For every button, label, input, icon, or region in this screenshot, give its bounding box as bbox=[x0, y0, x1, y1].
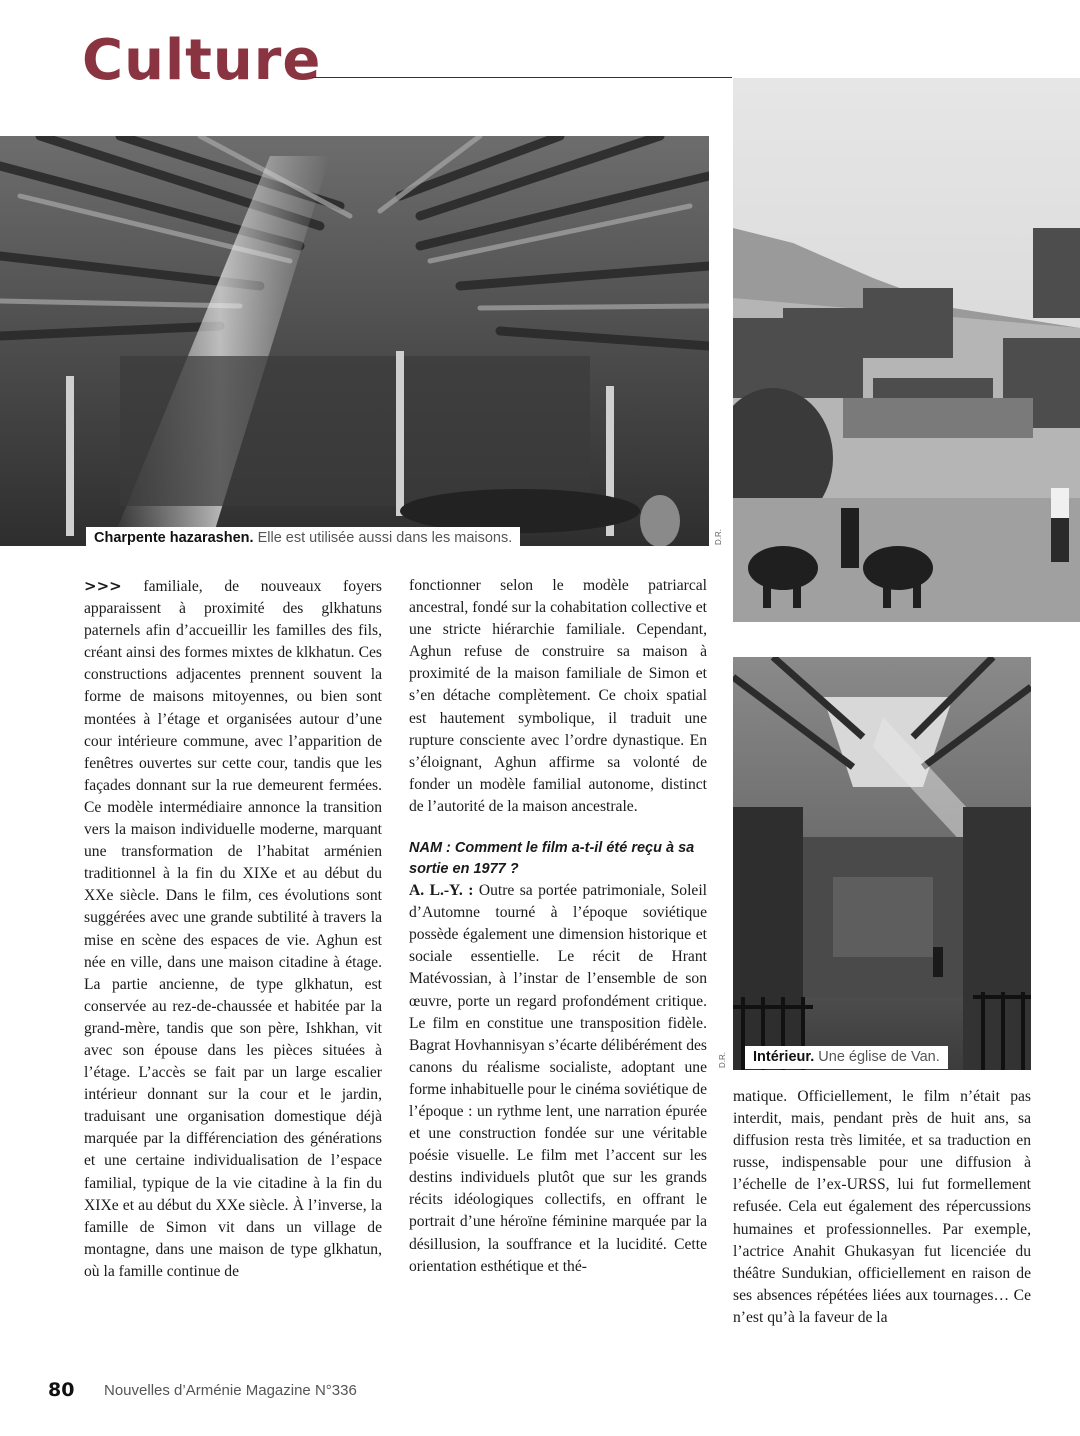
article-text-col2: Outre sa portée patrimoniale, Soleil d’Automne tourné à l’époque soviétique possède également une dimension historique et sociale essentielle. Le récit de Hrant Matévossian, à l’instar de l’ensemble de son œuvre, porte un regard profondément critique. Le film en constitue une transposition fidèle. Bagrat Hovhannisyan s’écarte délibérément des canons du réalisme socialiste, adoptant une forme inhabituelle pour le cinéma soviétique de l’époque : un rythme lent, une narration épurée et une construction fondée sur une véritable poésie visuelle. Le film met l’accent sur les destins individuels plutôt que sur les grands récits idéologiques collectifs, en offrant le portrait d’une héroïne féminine marquée par la désillusion, la souffrance et la lucidité. Cette orientation esthétique et thé- bbox=[409, 882, 707, 1275]
title-rule bbox=[312, 77, 732, 78]
page-number: 80 bbox=[48, 1379, 75, 1401]
interview-speaker: A. L.-Y. : bbox=[409, 882, 474, 900]
magazine-name: Nouvelles d’Arménie Magazine N°336 bbox=[104, 1382, 357, 1399]
church-interior-photo bbox=[733, 657, 1031, 1070]
article-paragraph bbox=[409, 880, 707, 1278]
continuation-marker: >>> bbox=[84, 577, 122, 595]
article-column-2 bbox=[409, 575, 707, 1278]
article-paragraph bbox=[84, 575, 382, 1283]
top-photo-caption bbox=[86, 527, 520, 550]
article-paragraph: matique. Officiellement, le film n’était pas interdit, mais, pendant près de huit ans, sa diffusion resta très limitée, et sa traduction en russe, indispensable pour une diffusion à l’échelle de l’ex-URSS, lui fut formellement refusée. Cela eut également des répercussions humaines et professionnelles. Par exemple, l’actrice Anahit Ghukasyan fut licenciée du théâtre Sundukian, officiellement en raison de ses absences répétées liées aux tournages… Ce n’est qu’à la faveur de la bbox=[733, 1088, 1031, 1326]
article-paragraph: fonctionner selon le modèle patriarcal ancestral, fondé sur la cohabitation collective et une stricte hiérarchie familiale. Cependant, Aghun refuse de construire sa maison à proximité de la maison familiale de Simon et s’en détache complètement. Ce choix spatial est hautement symbolique, il traduit une rupture consciente avec l’ordre dynastique. En s’éloignant, Aghun affirme sa volonté de fonder un modèle familial autonome, distinct de l’autorité de la maison ancestrale. bbox=[409, 577, 707, 815]
top-photo-caption-text: Elle est utilisée aussi dans les maisons. bbox=[257, 530, 513, 546]
article-text-col1: familiale, de nouveaux foyers apparaissent à proximité des glkhatuns paternels afin d’accueillir les familles des fils, créant ainsi des formes mixtes de klkhatun. Ces constructions adjacentes prennent souvent la forme de maisons mitoyennes, ou bien sont montées à l’étage et organisées autour d’une cour intérieure commune, avec l’apparition de fenêtres ouvertes sur cette cour, tandis que les façades donnant sur la rue demeurent fermées. Ce modèle intermédiaire annonce la transition vers la maison individuelle moderne, marquant une transformation de l’habitat arménien traditionnel à la fin du XIXe et au début du XXe siècle. Dans le film, ces évolutions sont suggérées avec une grande subtilité à travers la mise en scène des espaces de vie. Aghun est née en ville, dans une maison citadine à étage. La partie ancienne, de type glkhatun, est conservée au rez-de-chaussée et habitée par la grand-mère, tandis que son père, Ishkhan, vit avec son épouse dans les pièces situées à l’étage. L’accès se fait par un large escalier intérieur donnant sur la cour et le jardin, traduisant une organisation domestique déjà marquée par la différenciation des générations et une certaine individualisation de l’espace familial, typique de la vie citadine à la fin du XIXe et au début du XXe siècle. À l’inverse, la famille de Simon vit dans un village de montagne, dans une maison de type glkhatun, où la famille continue de bbox=[84, 578, 382, 1280]
church-photo-credit: D.R. bbox=[718, 1052, 727, 1068]
church-photo-caption bbox=[745, 1046, 948, 1069]
roof-structure-photo bbox=[0, 136, 709, 546]
village-photo bbox=[733, 78, 1080, 622]
article-column-3 bbox=[733, 1086, 1031, 1329]
interview-question: NAM : Comment le film a-t-il été reçu à sa sortie en 1977 ? bbox=[409, 840, 695, 878]
church-photo-caption-text: Une église de Van. bbox=[818, 1049, 940, 1065]
top-photo-caption-title: Charpente hazarashen. bbox=[94, 530, 254, 546]
article-column-1 bbox=[84, 575, 382, 1283]
section-title: Culture bbox=[82, 28, 322, 93]
top-photo-credit: D.R. bbox=[714, 529, 723, 545]
church-photo-caption-title: Intérieur. bbox=[753, 1049, 815, 1065]
